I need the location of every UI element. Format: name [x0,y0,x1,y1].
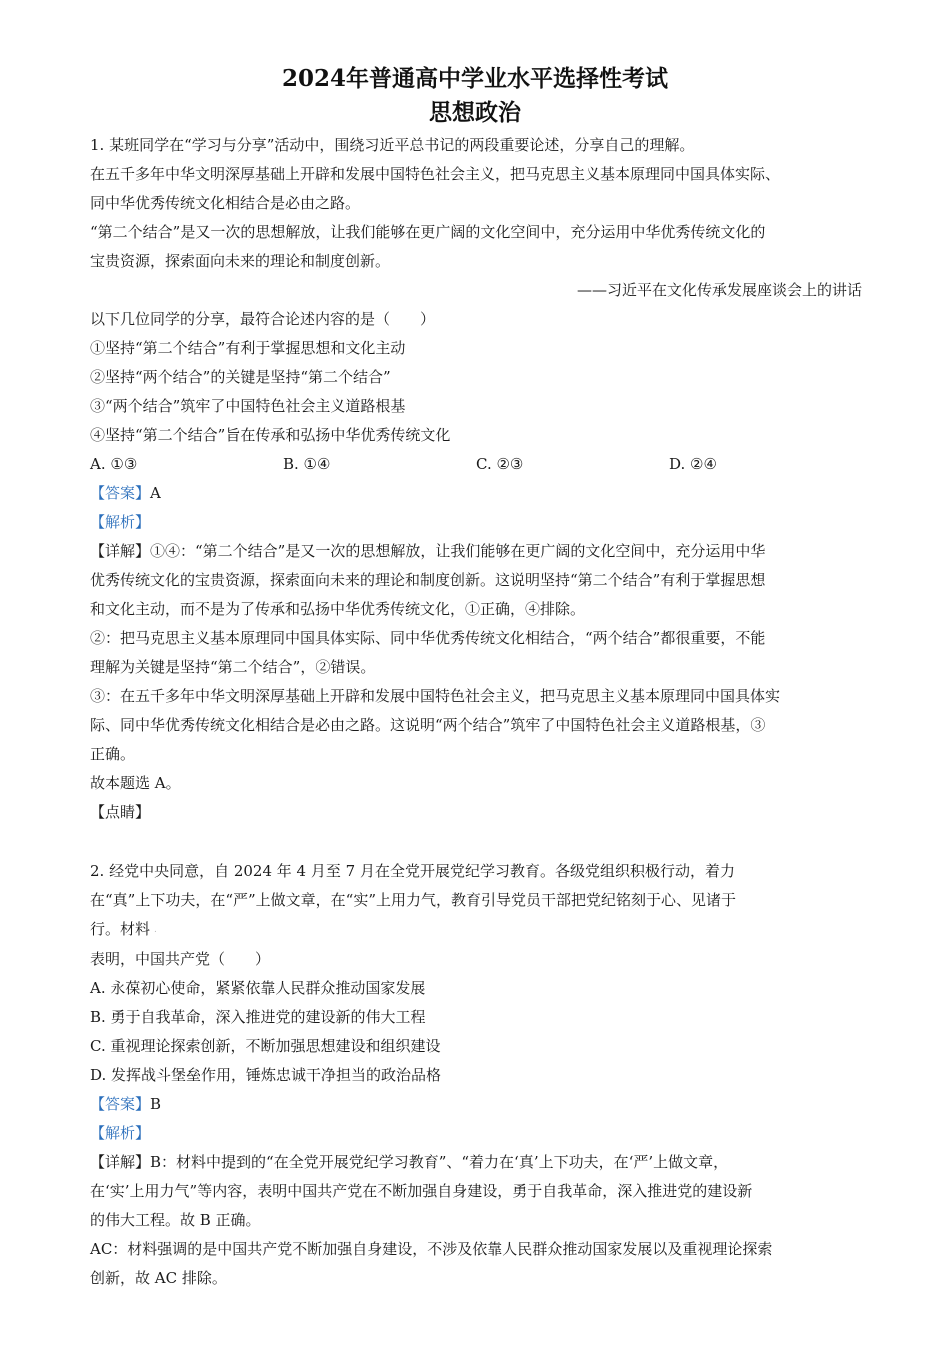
detail-tag: 【详解】 [90,1152,151,1171]
q1-quote1-line1: 在五千多年中华文明深厚基础上开辟和发展中国特色社会主义，把马克思主义基本原理同中国具体实际、 [90,165,781,183]
question-1 [90,131,862,827]
watermark-dot: . [154,924,157,935]
q1-detail-line-4: ②：把马克思主义基本原理同中国具体实际、同中华优秀传统文化相结合，“两个结合”都很重要，不能 [90,629,766,647]
q2-stem-line3: 行。材料 . [90,920,157,938]
q2-detail-line-5: 创新，故 AC 排除。 [90,1268,227,1287]
q1-comment-tag: 【点睛】 [90,803,151,821]
question-2 [90,857,862,1293]
subject-title: 思想政治 [429,99,521,126]
q2-stem-line1: 2. 经党中央同意，自 2024 年 4 月至 7 月在全党开展党纪学习教育。各级党组织积极行动，着力 [90,862,735,880]
q1-detail-line-2: 优秀传统文化的宝贵资源，探索面向未来的理论和制度创新。这说明坚持“第二个结合”有利于掌握思想 [90,571,766,589]
q2-option-d: D. 发挥战斗堡垒作用，锤炼忠诚干净担当的政治品格 [90,1065,442,1084]
q2-detail-line-4: AC：材料强调的是中国共产党不断加强自身建设，不涉及依靠人民群众推动国家发展以及重视理论探索 [90,1239,773,1258]
q2-stem-line2: 在“真”上下功夫，在“严”上做文章，在“实”上用力气，教育引导党员干部把党纪铭刻于心、见诸于 [90,891,737,909]
q2-answer [90,1090,862,1119]
q1-option-a: A. ①③ [90,455,138,473]
q1-item-4: ④坚持“第二个结合”旨在传承和弘扬中华优秀传统文化 [90,426,451,444]
q1-prompt: 以下几位同学的分享，最符合论述内容的是（ ） [90,310,436,328]
q1-detail-line-7: 际、同中华优秀传统文化相结合是必由之路。这说明“两个结合”筑牢了中国特色社会主义道路根基，③ [90,716,766,734]
q1-quote2-line1: “第二个结合”是又一次的思想解放，让我们能够在更广阔的文化空间中，充分运用中华优秀传统文化的 [90,223,766,241]
q1-quote2-line2: 宝贵资源，探索面向未来的理论和制度创新。 [90,252,391,270]
q1-stem: 1. 某班同学在“学习与分享”活动中，围绕习近平总书记的两段重要论述，分享自己的理解。 [90,136,695,154]
detail-tag: 【详解】 [90,542,151,560]
q1-quote-source: ——习近平在文化传承发展座谈会上的讲话 [576,281,862,299]
q1-answer [90,479,862,508]
q1-detail-line-5: 理解为关键是坚持“第二个结合”，②错误。 [90,658,376,676]
q1-detail-line-9: 故本题选 A。 [90,774,181,792]
q2-stem-line4: 表明，中国共产党（ ） [90,949,271,968]
q1-detail-line-3: 和文化主动，而不是为了传承和弘扬中华优秀传统文化，①正确，④排除。 [90,600,586,618]
q2-analysis-tag: 【解析】 [90,1123,151,1142]
answer-tag: 【答案】 [90,1094,151,1113]
q1-detail-line-8: 正确。 [90,745,136,763]
q1-options [90,450,862,479]
q1-quote1-line2: 同中华优秀传统文化相结合是必由之路。 [90,194,361,212]
q1-item-1: ①坚持“第二个结合”有利于掌握思想和文化主动 [90,339,406,357]
answer-value: A [150,484,161,502]
q2-detail-line-3: 的伟大工程。故 B 正确。 [90,1210,261,1229]
q1-option-c: C. ②③ [476,455,524,473]
q1-item-2: ②坚持“两个结合”的关键是坚持“第二个结合” [90,368,391,386]
answer-value: B [150,1094,162,1113]
q1-item-3: ③“两个结合”筑牢了中国特色社会主义道路根基 [90,397,406,415]
q2-option-b: B. 勇于自我革命，深入推进党的建设新的伟大工程 [90,1007,426,1026]
q2-option-a: A. 永葆初心使命，紧紧依靠人民群众推动国家发展 [90,978,426,997]
exam-title: 2024年普通高中学业水平选择性考试 [281,65,668,92]
q1-detail-line-1: 【详解】①④：“第二个结合”是又一次的思想解放，让我们能够在更广阔的文化空间中，充分运用中华 [90,542,766,560]
q1-option-b: B. ①④ [283,455,331,473]
q2-detail-line-2: 在‘实’上用力气”等内容，表明中国共产党在不断加强自身建设，勇于自我革命，深入推进党的建设新 [90,1181,753,1200]
q2-option-c: C. 重视理论探索创新，不断加强思想建设和组织建设 [90,1036,441,1055]
q1-analysis-tag: 【解析】 [90,513,151,531]
answer-tag: 【答案】 [90,484,151,502]
q1-option-d: D. ②④ [669,455,717,473]
q2-detail-line-1: 【详解】B：材料中提到的“在全党开展党纪学习教育”、“着力在‘真’上下功夫，在‘严’上做文章， [90,1152,729,1171]
q1-detail-line-6: ③：在五千多年中华文明深厚基础上开辟和发展中国特色社会主义，把马克思主义基本原理同中国具体实 [90,687,781,705]
